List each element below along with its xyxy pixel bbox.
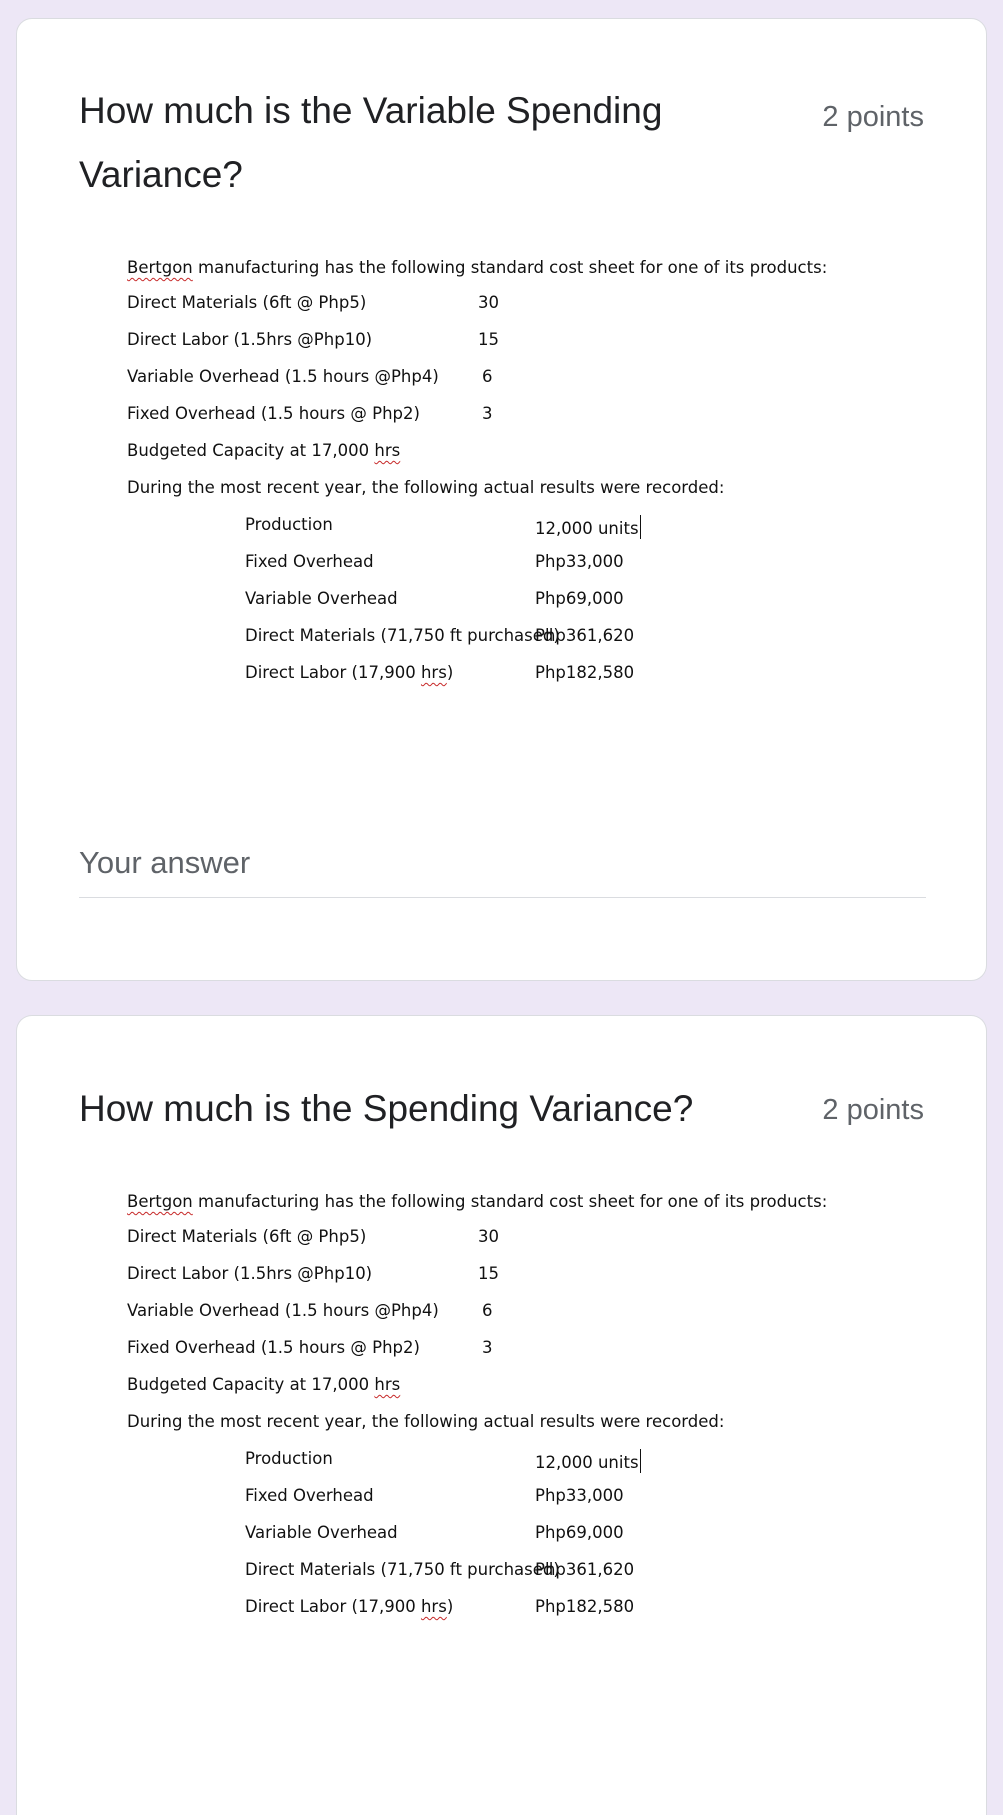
std-cost-label: Fixed Overhead (1.5 hours @ Php2) <box>127 1338 420 1357</box>
actual-value: Php182,580 <box>535 1597 635 1616</box>
std-cost-value: 15 <box>478 330 499 349</box>
actual-value: 12,000 units <box>535 515 641 539</box>
std-cost-value: 30 <box>478 1227 499 1246</box>
actual-intro: During the most recent year, the following actual results were recorded: <box>127 1412 725 1431</box>
budgeted-capacity: Budgeted Capacity at 17,000 hrs <box>127 1375 401 1394</box>
question-title: How much is the Variable Spending Variance? <box>79 90 663 195</box>
std-cost-value: 30 <box>478 293 499 312</box>
actual-value: Php33,000 <box>535 1486 624 1505</box>
std-cost-label: Direct Materials (6ft @ Php5) <box>127 1227 367 1246</box>
std-cost-value: 15 <box>478 1264 499 1283</box>
std-cost-label: Variable Overhead (1.5 hours @Php4) <box>127 1301 439 1320</box>
answer-input[interactable]: Your answer <box>79 845 251 880</box>
points-badge: 2 points <box>822 1094 924 1126</box>
actual-value: Php69,000 <box>535 1523 624 1542</box>
actual-value: Php361,620 <box>535 1560 635 1579</box>
actual-value: Php69,000 <box>535 589 624 608</box>
actual-value: Php361,620 <box>535 626 635 645</box>
question-card-2 <box>16 1015 987 1815</box>
budgeted-capacity: Budgeted Capacity at 17,000 hrs <box>127 441 401 460</box>
actual-label: Variable Overhead <box>245 589 398 608</box>
actual-label: Direct Materials (71,750 ft purchased) <box>245 626 560 645</box>
intro-rest: manufacturing has the following standard cost sheet for one of its products: <box>192 258 828 277</box>
std-cost-label: Fixed Overhead (1.5 hours @ Php2) <box>127 404 420 423</box>
actual-label: Production <box>245 1449 333 1468</box>
std-cost-value: 6 <box>482 1301 493 1320</box>
company-name: Bertgon <box>127 258 193 277</box>
actual-value: Php182,580 <box>535 663 635 682</box>
actual-label: Fixed Overhead <box>245 1486 374 1505</box>
question-card-1 <box>16 18 987 981</box>
actual-label: Fixed Overhead <box>245 552 374 571</box>
std-cost-value: 3 <box>482 1338 493 1357</box>
cost-sheet-image <box>127 953 907 1616</box>
intro-text: Bertgon manufacturing has the following standard cost sheet for one of its products: <box>127 1192 828 1211</box>
actual-label: Direct Labor (17,900 hrs) <box>245 663 454 682</box>
std-cost-value: 6 <box>482 367 493 386</box>
actual-intro: During the most recent year, the following actual results were recorded: <box>127 478 725 497</box>
actual-label: Production <box>245 515 333 534</box>
std-cost-label: Direct Labor (1.5hrs @Php10) <box>127 330 373 349</box>
std-cost-value: 3 <box>482 404 493 423</box>
std-cost-label: Direct Labor (1.5hrs @Php10) <box>127 1264 373 1283</box>
actual-value: Php33,000 <box>535 552 624 571</box>
actual-label: Direct Materials (71,750 ft purchased) <box>245 1560 560 1579</box>
points-badge: 2 points <box>822 101 924 133</box>
actual-label: Variable Overhead <box>245 1523 398 1542</box>
answer-underline <box>79 897 926 898</box>
std-cost-label: Variable Overhead (1.5 hours @Php4) <box>127 367 439 386</box>
actual-value: 12,000 units <box>535 1449 641 1473</box>
cost-sheet-image <box>127 19 907 682</box>
question-title: How much is the Spending Variance? <box>79 1088 694 1129</box>
intro-text <box>127 258 827 277</box>
actual-label: Direct Labor (17,900 hrs) <box>245 1597 454 1616</box>
std-cost-label: Direct Materials (6ft @ Php5) <box>127 293 367 312</box>
